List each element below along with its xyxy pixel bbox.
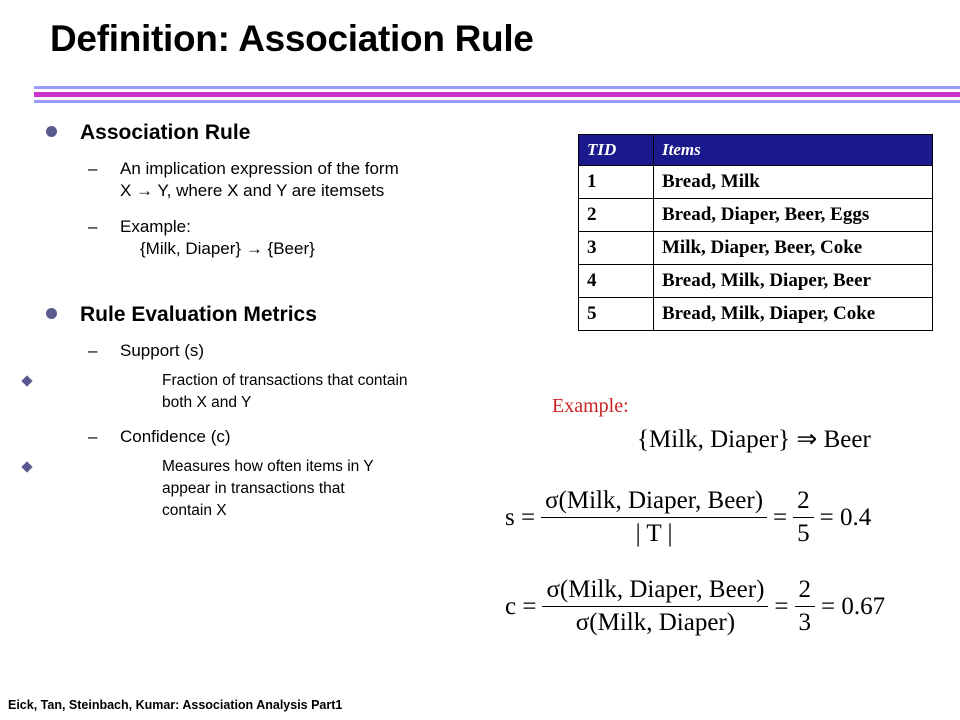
support-denominator: | T | (635, 520, 673, 547)
support-result: = 0.4 (819, 503, 872, 531)
support-formula (505, 487, 871, 548)
bullet-dot-icon (46, 308, 57, 319)
table-header-row (579, 135, 933, 166)
tid-cell: 2 (579, 199, 654, 232)
table-row (579, 166, 933, 199)
column-header-tid: TID (579, 135, 654, 166)
table-row (579, 199, 933, 232)
example-rule: {Milk, Diaper} ⇒ Beer (637, 426, 871, 453)
table-row (579, 298, 933, 331)
tid-cell: 3 (579, 232, 654, 265)
confidence-formula (505, 576, 885, 637)
sub-sub-text: both X and Y (162, 394, 252, 411)
tid-cell: 4 (579, 265, 654, 298)
confidence-equals: = (774, 592, 789, 620)
dash-icon: – (88, 341, 98, 360)
slide-footer: Eick, Tan, Steinbach, Kumar: Association Analysis Part1 (8, 698, 343, 712)
title-divider-top (34, 86, 960, 89)
items-cell: Bread, Milk, Diaper, Beer (654, 265, 933, 298)
tid-cell: 1 (579, 166, 654, 199)
transactions-table (578, 134, 933, 331)
diamond-bullet-icon (21, 461, 32, 472)
dash-icon: – (88, 427, 98, 446)
sub-bullet-text: X → Y, where X and Y are itemsets (120, 181, 385, 200)
confidence-value-fraction (795, 576, 816, 637)
tid-cell: 5 (579, 298, 654, 331)
confidence-result: = 0.67 (821, 592, 886, 620)
title-divider-bottom (34, 100, 960, 103)
bullet-dot-icon (46, 126, 57, 137)
diamond-bullet-icon (21, 375, 32, 386)
sub-sub-text: appear in transactions that (162, 480, 345, 497)
items-cell: Bread, Milk (654, 166, 933, 199)
sub-sub-text: Measures how often items in Y (162, 458, 374, 475)
bullet-content (46, 118, 566, 522)
sub-bullet-text: An implication expression of the form (120, 159, 399, 178)
sub-bullet (46, 340, 566, 362)
sub-bullet-text: Support (s) (120, 341, 205, 360)
title-divider-middle (34, 92, 960, 97)
sub-bullet (46, 426, 566, 448)
sub-sub-text: contain X (162, 502, 227, 519)
confidence-count-denominator: 3 (798, 609, 812, 636)
sub-sub-text: Fraction of transactions that contain (162, 372, 408, 389)
sub-bullet (46, 216, 566, 260)
items-cell: Milk, Diaper, Beer, Coke (654, 232, 933, 265)
confidence-lhs: c = (505, 592, 537, 620)
sub-sub-bullet (46, 370, 566, 414)
support-numerator: σ(Milk, Diaper, Beer) (541, 487, 767, 518)
support-lhs: s = (505, 503, 536, 531)
sub-bullet-text: Confidence (c) (120, 427, 231, 446)
section-heading: Association Rule (80, 121, 251, 144)
column-header-items: Items (654, 135, 933, 166)
bullet-association-rule (46, 118, 566, 148)
support-value-fraction (793, 487, 814, 548)
sub-bullet-text: {Milk, Diaper} → {Beer} (140, 239, 315, 258)
support-count: 2 (793, 487, 814, 518)
support-equals: = (773, 503, 788, 531)
confidence-count-numerator: 2 (795, 576, 816, 607)
items-cell: Bread, Milk, Diaper, Coke (654, 298, 933, 331)
dash-icon: – (88, 217, 98, 236)
confidence-denominator: σ(Milk, Diaper) (575, 609, 736, 636)
section-heading: Rule Evaluation Metrics (80, 303, 317, 326)
items-cell: Bread, Diaper, Beer, Eggs (654, 199, 933, 232)
table-row (579, 232, 933, 265)
confidence-fraction (542, 576, 768, 637)
dash-icon: – (88, 159, 98, 178)
sub-bullet (46, 158, 566, 202)
sub-bullet-text: Example: (120, 217, 191, 236)
bullet-rule-evaluation (46, 300, 566, 330)
slide-title: Definition: Association Rule (50, 18, 534, 59)
example-label: Example: (552, 395, 629, 417)
support-fraction (541, 487, 767, 548)
transaction-count: 5 (797, 520, 810, 547)
sub-sub-bullet (46, 456, 566, 522)
table-row (579, 265, 933, 298)
confidence-numerator: σ(Milk, Diaper, Beer) (542, 576, 768, 607)
